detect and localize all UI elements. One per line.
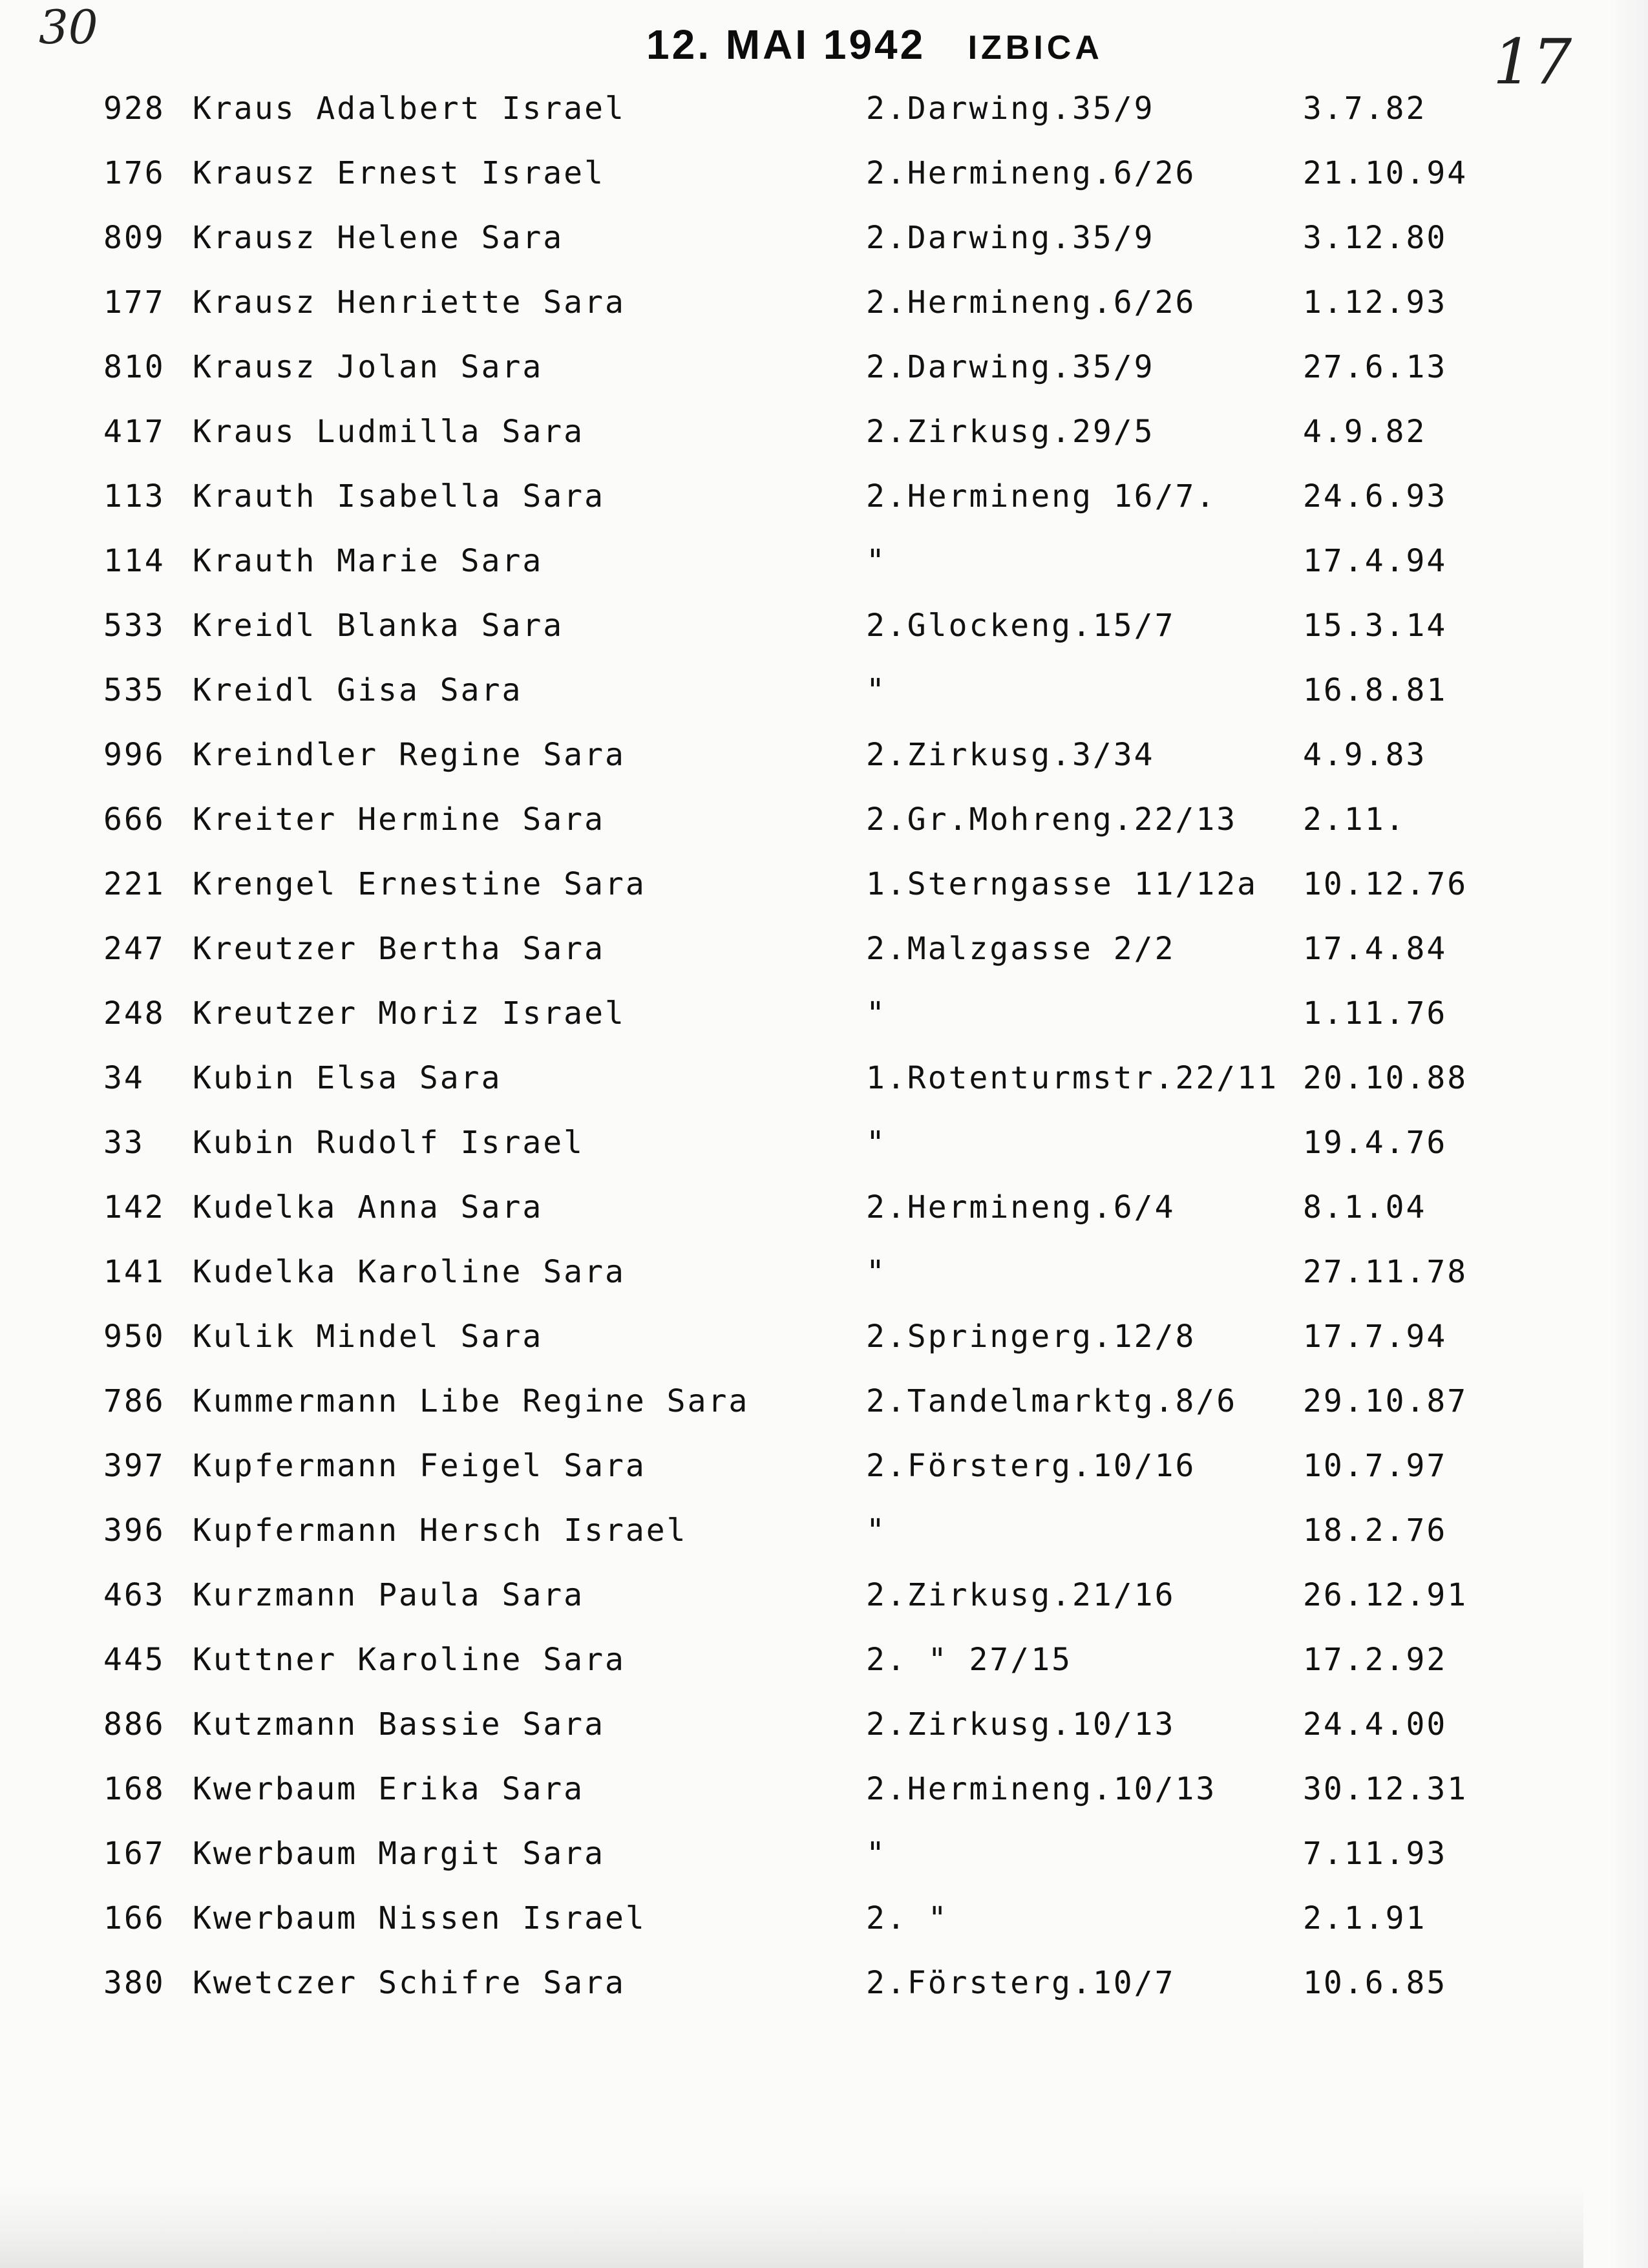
person-name: Kreiter Hermine Sara (193, 801, 605, 838)
birth-date: 17.4.84 (1303, 931, 1448, 967)
address: 2.Glockeng.15/7 (866, 608, 1176, 644)
list-row (0, 917, 1648, 981)
list-row (0, 787, 1648, 852)
row-number: 810 (103, 349, 165, 385)
stamp-place: IZBICA (967, 29, 1103, 67)
address: 2.Hermineng.6/26 (866, 155, 1196, 191)
birth-date: 10.12.76 (1303, 866, 1468, 902)
row-number: 666 (103, 801, 165, 838)
row-number: 114 (103, 543, 165, 579)
row-number: 113 (103, 478, 165, 514)
address: " (866, 1125, 887, 1161)
person-name: Kreutzer Bertha Sara (193, 931, 605, 967)
row-number: 397 (103, 1448, 165, 1484)
row-number: 396 (103, 1512, 165, 1549)
list-row (0, 1757, 1648, 1821)
person-name: Krengel Ernestine Sara (193, 866, 646, 902)
list-row (0, 1369, 1648, 1434)
address: " (866, 543, 887, 579)
address: 2.Försterg.10/7 (866, 1965, 1176, 2001)
row-number: 417 (103, 414, 165, 450)
birth-date: 8.1.04 (1303, 1189, 1427, 1225)
birth-date: 3.7.82 (1303, 90, 1427, 127)
row-number: 533 (103, 608, 165, 644)
person-name: Kreidl Blanka Sara (193, 608, 564, 644)
address: 2. " 27/15 (866, 1642, 1072, 1678)
paper-scuff (0, 2185, 1583, 2268)
birth-date: 26.12.91 (1303, 1577, 1468, 1613)
address: " (866, 1254, 887, 1290)
birth-date: 3.12.80 (1303, 220, 1448, 256)
person-name: Kudelka Karoline Sara (193, 1254, 626, 1290)
row-number: 248 (103, 995, 165, 1032)
list-row (0, 1692, 1648, 1757)
address: 2.Tandelmarktg.8/6 (866, 1383, 1238, 1419)
address: 2.Zirkusg.21/16 (866, 1577, 1176, 1613)
list-row (0, 464, 1648, 529)
birth-date: 19.4.76 (1303, 1125, 1448, 1161)
list-row (0, 206, 1648, 270)
birth-date: 24.6.93 (1303, 478, 1448, 514)
birth-date: 2.1.91 (1303, 1900, 1427, 1936)
list-row (0, 1046, 1648, 1110)
row-number: 996 (103, 737, 165, 773)
address: 2.Springerg.12/8 (866, 1319, 1196, 1355)
address: " (866, 1512, 887, 1549)
birth-date: 17.7.94 (1303, 1319, 1448, 1355)
person-name: Kreidl Gisa Sara (193, 672, 523, 708)
list-row (0, 141, 1648, 206)
row-number: 141 (103, 1254, 165, 1290)
row-number: 247 (103, 931, 165, 967)
address: 2.Darwing.35/9 (866, 220, 1155, 256)
list-row (0, 529, 1648, 593)
person-name: Kuttner Karoline Sara (193, 1642, 626, 1678)
paper-edge (1609, 0, 1648, 2268)
list-row (0, 1886, 1648, 1951)
address: 2.Darwing.35/9 (866, 90, 1155, 127)
address: 2.Försterg.10/16 (866, 1448, 1196, 1484)
birth-date: 18.2.76 (1303, 1512, 1448, 1549)
list-row (0, 852, 1648, 917)
address: 2.Hermineng 16/7. (866, 478, 1217, 514)
person-name: Krauth Marie Sara (193, 543, 544, 579)
list-row (0, 399, 1648, 464)
address: " (866, 995, 887, 1032)
row-number: 463 (103, 1577, 165, 1613)
person-name: Krausz Helene Sara (193, 220, 564, 256)
row-number: 166 (103, 1900, 165, 1936)
person-name: Kupfermann Feigel Sara (193, 1448, 646, 1484)
row-number: 176 (103, 155, 165, 191)
person-name: Kraus Ludmilla Sara (193, 414, 585, 450)
row-number: 950 (103, 1319, 165, 1355)
birth-date: 16.8.81 (1303, 672, 1448, 708)
person-name: Krausz Henriette Sara (193, 284, 626, 321)
list-row (0, 1821, 1648, 1886)
birth-date: 1.12.93 (1303, 284, 1448, 321)
handwritten-page-number-left: 30 (39, 0, 98, 54)
list-row (0, 723, 1648, 787)
birth-date: 27.11.78 (1303, 1254, 1468, 1290)
person-name: Kupfermann Hersch Israel (193, 1512, 688, 1549)
handwritten-page-number-right: 17 (1493, 26, 1572, 98)
address: 2.Malzgasse 2/2 (866, 931, 1176, 967)
row-number: 535 (103, 672, 165, 708)
person-name: Kreindler Regine Sara (193, 737, 626, 773)
person-name: Kwetczer Schifre Sara (193, 1965, 626, 2001)
date-place-stamp (646, 21, 1103, 69)
person-name: Kwerbaum Erika Sara (193, 1771, 585, 1807)
address: 2.Zirkusg.3/34 (866, 737, 1155, 773)
birth-date: 27.6.13 (1303, 349, 1448, 385)
row-number: 168 (103, 1771, 165, 1807)
person-name: Krausz Jolan Sara (193, 349, 544, 385)
row-number: 142 (103, 1189, 165, 1225)
row-number: 380 (103, 1965, 165, 2001)
list-row (0, 1304, 1648, 1369)
person-name: Krauth Isabella Sara (193, 478, 605, 514)
address: " (866, 672, 887, 708)
row-number: 167 (103, 1836, 165, 1872)
list-row (0, 1110, 1648, 1175)
birth-date: 17.2.92 (1303, 1642, 1448, 1678)
birth-date: 2.11. (1303, 801, 1406, 838)
person-name: Kwerbaum Margit Sara (193, 1836, 605, 1872)
stamp-date: 12. MAI 1942 (646, 21, 926, 68)
row-number: 445 (103, 1642, 165, 1678)
person-name: Kummermann Libe Regine Sara (193, 1383, 750, 1419)
birth-date: 4.9.82 (1303, 414, 1427, 450)
row-number: 886 (103, 1706, 165, 1743)
birth-date: 10.6.85 (1303, 1965, 1448, 2001)
address: 2. " (866, 1900, 949, 1936)
birth-date: 24.4.00 (1303, 1706, 1448, 1743)
address: 2.Zirkusg.10/13 (866, 1706, 1176, 1743)
birth-date: 4.9.83 (1303, 737, 1427, 773)
list-row (0, 1175, 1648, 1240)
birth-date: 29.10.87 (1303, 1383, 1468, 1419)
address: 2.Hermineng.6/26 (866, 284, 1196, 321)
address: 2.Hermineng.10/13 (866, 1771, 1217, 1807)
person-name: Kudelka Anna Sara (193, 1189, 544, 1225)
person-name: Kwerbaum Nissen Israel (193, 1900, 646, 1936)
row-number: 809 (103, 220, 165, 256)
address: " (866, 1836, 887, 1872)
row-number: 34 (103, 1060, 145, 1096)
person-name: Kraus Adalbert Israel (193, 90, 626, 127)
address: 2.Darwing.35/9 (866, 349, 1155, 385)
list-row (0, 1434, 1648, 1498)
address: 1.Rotenturmstr.22/11 (866, 1060, 1278, 1096)
address: 2.Gr.Mohreng.22/13 (866, 801, 1238, 838)
person-name: Kurzmann Paula Sara (193, 1577, 585, 1613)
person-name: Krausz Ernest Israel (193, 155, 605, 191)
list-row (0, 593, 1648, 658)
person-name: Kubin Rudolf Israel (193, 1125, 585, 1161)
birth-date: 15.3.14 (1303, 608, 1448, 644)
row-number: 928 (103, 90, 165, 127)
deportation-list (0, 76, 1648, 2015)
list-row (0, 76, 1648, 141)
row-number: 786 (103, 1383, 165, 1419)
address: 2.Zirkusg.29/5 (866, 414, 1155, 450)
list-row (0, 981, 1648, 1046)
person-name: Kutzmann Bassie Sara (193, 1706, 605, 1743)
row-number: 221 (103, 866, 165, 902)
list-row (0, 658, 1648, 723)
birth-date: 1.11.76 (1303, 995, 1448, 1032)
list-row (0, 1951, 1648, 2015)
address: 2.Hermineng.6/4 (866, 1189, 1176, 1225)
birth-date: 21.10.94 (1303, 155, 1468, 191)
birth-date: 17.4.94 (1303, 543, 1448, 579)
list-row (0, 1498, 1648, 1563)
birth-date: 20.10.88 (1303, 1060, 1468, 1096)
birth-date: 7.11.93 (1303, 1836, 1448, 1872)
row-number: 177 (103, 284, 165, 321)
person-name: Kubin Elsa Sara (193, 1060, 502, 1096)
birth-date: 10.7.97 (1303, 1448, 1448, 1484)
birth-date: 30.12.31 (1303, 1771, 1468, 1807)
address: 1.Sterngasse 11/12a (866, 866, 1258, 902)
person-name: Kreutzer Moriz Israel (193, 995, 626, 1032)
list-row (0, 1563, 1648, 1627)
list-row (0, 335, 1648, 399)
list-row (0, 270, 1648, 335)
list-row (0, 1627, 1648, 1692)
list-row (0, 1240, 1648, 1304)
row-number: 33 (103, 1125, 145, 1161)
person-name: Kulik Mindel Sara (193, 1319, 544, 1355)
